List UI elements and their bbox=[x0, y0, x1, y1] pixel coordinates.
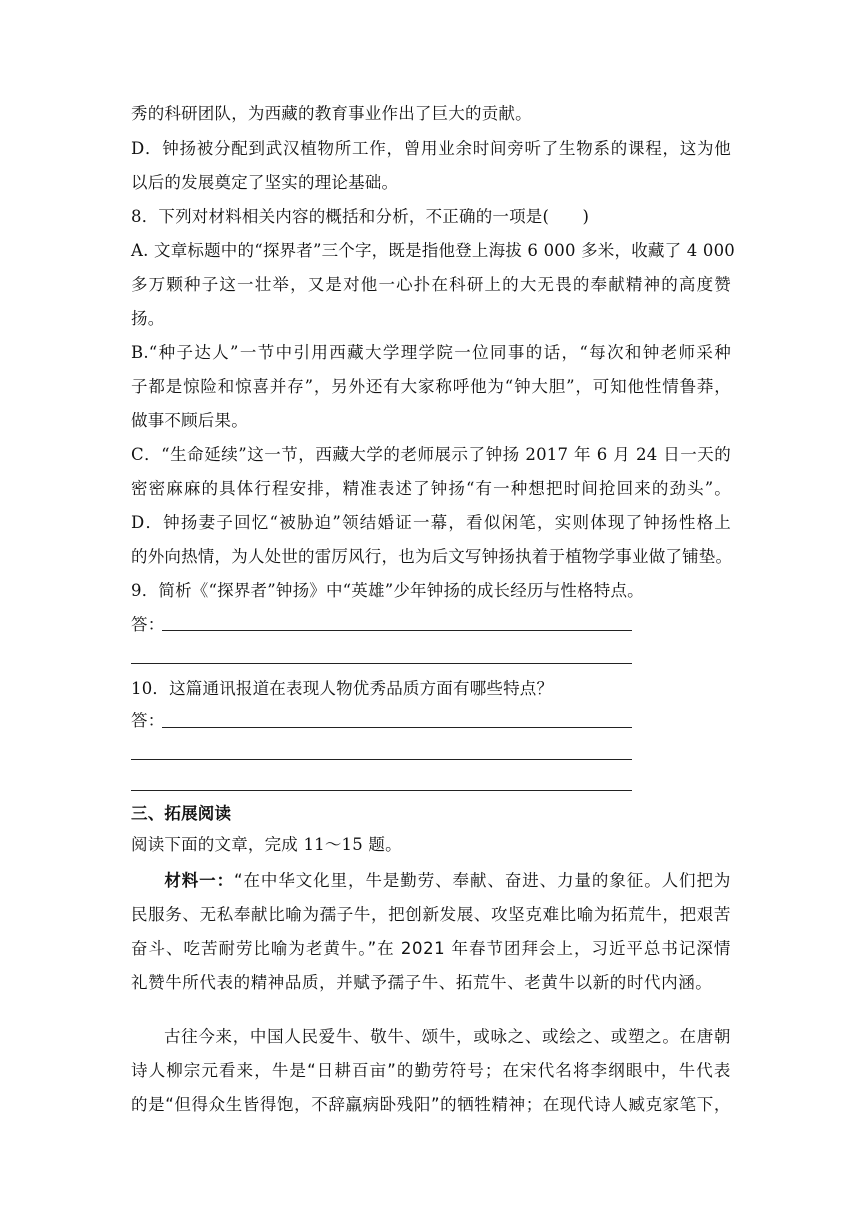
option-d-line-1b: D．钟扬妻子回忆“被胁迫”领结婚证一幕，看似闲笔，实则体现了钟扬性格上 bbox=[131, 513, 731, 532]
answer-line[interactable] bbox=[162, 630, 632, 631]
material-2-line-1: 古往今来，中国人民爱牛、敬牛、颂牛，或咏之、或绘之、或塑之。在唐朝 bbox=[164, 1027, 731, 1046]
answer-line[interactable] bbox=[131, 790, 632, 791]
answer-line[interactable] bbox=[131, 663, 632, 664]
material-label: 材料一： bbox=[164, 871, 235, 890]
option-b-line-3: 做事不顾后果。 bbox=[131, 411, 248, 430]
material-1-line-1: 材料一：“在中华文化里，牛是勤劳、奉献、奋进、力量的象征。人们把为 bbox=[164, 871, 731, 890]
material-2-line-3: 的是“但得众生皆得饱，不辞羸病卧残阳”的牺牲精神；在现代诗人臧克家笔下， bbox=[131, 1095, 731, 1114]
answer-line[interactable] bbox=[131, 759, 632, 760]
question-10: 10．这篇通讯报道在表现人物优秀品质方面有哪些特点？ bbox=[131, 679, 554, 698]
question-8: 8．下列对材料相关内容的概括和分析，不正确的一项是( ) bbox=[131, 207, 590, 226]
answer-label-9: 答： bbox=[131, 615, 165, 634]
option-b-line-1: B.“种子达人”一节中引用西藏大学理学院一位同事的话，“每次和钟老师采种 bbox=[131, 343, 731, 362]
option-d-line-1: D．钟扬被分配到武汉植物所工作，曾用业余时间旁听了生物系的课程，这为他 bbox=[131, 139, 731, 158]
option-a-line-3: 扬。 bbox=[131, 309, 165, 328]
text-line: 秀的科研团队，为西藏的教育事业作出了巨大的贡献。 bbox=[131, 104, 532, 123]
option-b-line-2: 子都是惊险和惊喜并存”，另外还有大家称呼他为“钟大胆”，可知他性情鲁莽， bbox=[131, 377, 731, 396]
material-1-line-2: 民服务、无私奉献比喻为孺子牛，把创新发展、攻坚克难比喻为拓荒牛，把艰苦 bbox=[131, 905, 731, 924]
material-2-line-2: 诗人柳宗元看来，牛是“日耕百亩”的勤劳符号；在宋代名将李纲眼中，牛代表 bbox=[131, 1061, 731, 1080]
option-a-line-1: A. 文章标题中的“探界者”三个字，既是指他登上海拔 6 000 多米，收藏了 4 000 bbox=[131, 241, 735, 260]
option-d-line-2: 以后的发展奠定了坚实的理论基础。 bbox=[131, 173, 399, 192]
material-1-line-3: 奋斗、吃苦耐劳比喻为老黄牛。”在 2021 年春节团拜会上，习近平总书记深情 bbox=[131, 939, 731, 958]
section-heading: 三、拓展阅读 bbox=[131, 804, 232, 823]
option-a-line-2: 多万颗种子这一壮举，又是对他一心扑在科研上的大无畏的奉献精神的高度赞 bbox=[131, 275, 731, 294]
answer-label-10: 答： bbox=[131, 711, 165, 730]
material-1-line-4: 礼赞牛所代表的精神品质，并赋予孺子牛、拓荒牛、老黄牛以新的时代内涵。 bbox=[131, 973, 713, 992]
option-c-line-1: C．“生命延续”这一节，西藏大学的老师展示了钟扬 2017 年 6 月 24 日一天的 bbox=[131, 445, 731, 464]
answer-line[interactable] bbox=[162, 727, 632, 728]
question-9: 9．简析《“探界者”钟扬》中“英雄”少年钟扬的成长经历与性格特点。 bbox=[131, 581, 644, 600]
reading-instruction: 阅读下面的文章，完成 11～15 题。 bbox=[131, 835, 402, 854]
option-c-line-2: 密密麻麻的具体行程安排，精准表述了钟扬“有一种想把时间抢回来的劲头”。 bbox=[131, 479, 731, 498]
option-d-line-2b: 的外向热情，为人处世的雷厉风行，也为后文写钟扬执着于植物学事业做了铺垫。 bbox=[131, 547, 733, 566]
